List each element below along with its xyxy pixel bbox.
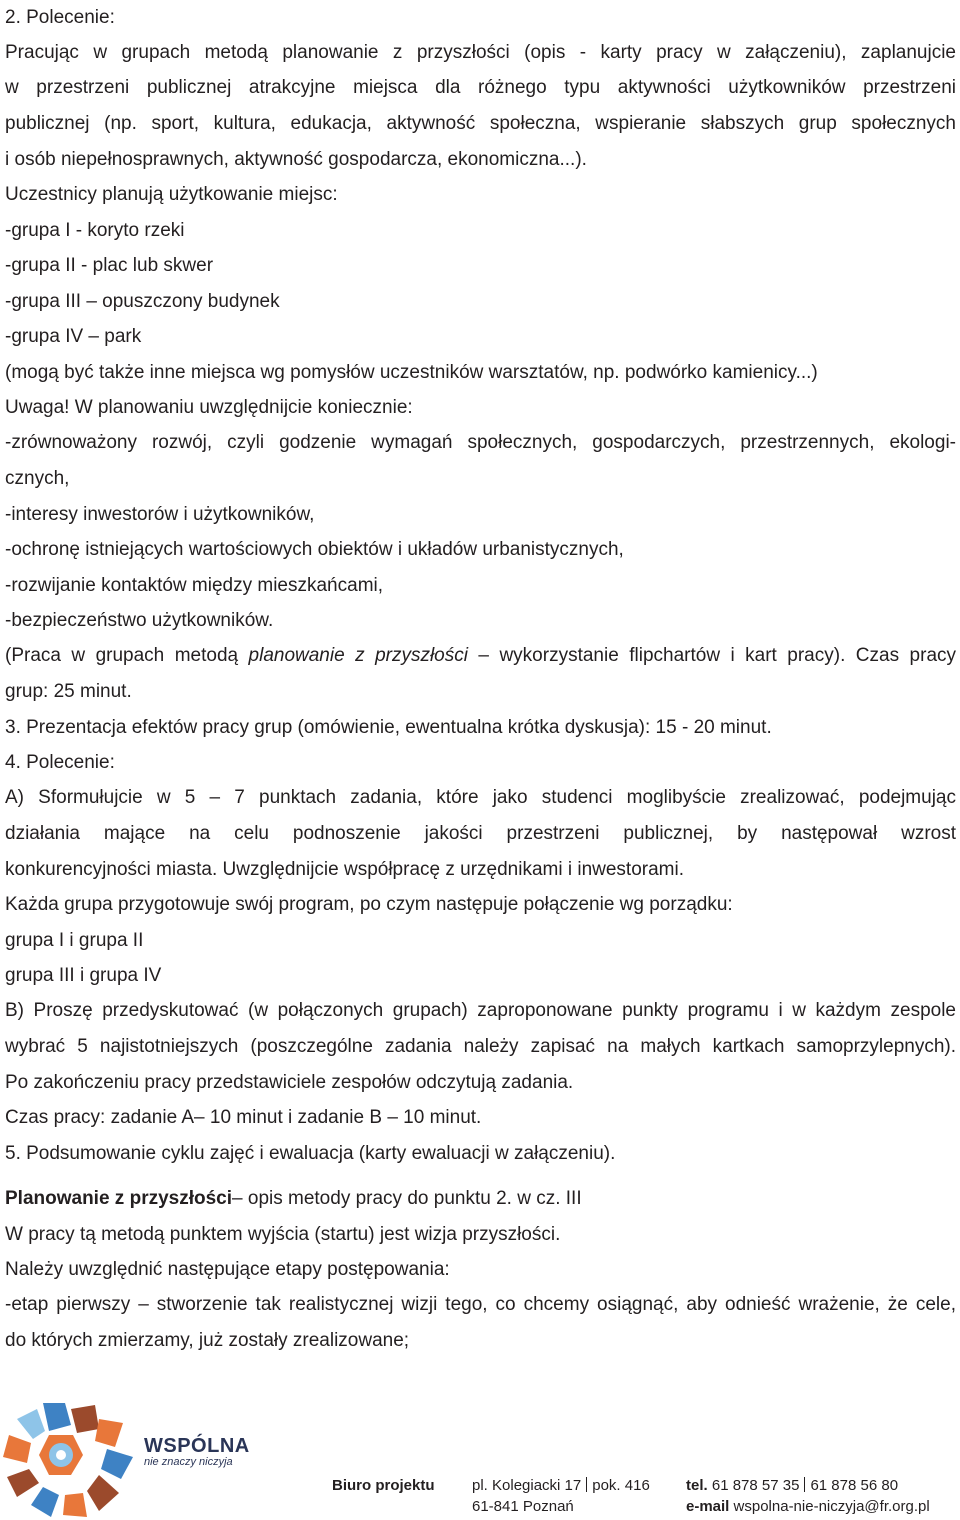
paragraph-line: grupa III i grupa IV: [5, 965, 162, 987]
paragraph-line: wybrać 5 najistotniejszych (poszczególne zadania należy zapisać na małych kartkach samoprzylepnych).: [5, 1035, 956, 1057]
paragraph-line: i osób niepełnosprawnych, aktywność gospodarcza, ekonomiczna...).: [5, 148, 587, 170]
paragraph-line: B) Proszę przedyskutować (w połączonych grupach) zaproponowane punkty programu i w każdym zespole: [5, 1000, 956, 1021]
paragraph-line: działania mające na celu podnoszenie jakości przestrzeni publicznej, by następował wzrost: [5, 822, 956, 844]
paragraph-line: w przestrzeni publicznej atrakcyjne miejsca dla różnego typu aktywności użytkowników przestrzeni: [5, 77, 956, 98]
email-line: [686, 1496, 930, 1517]
list-item: -grupa III – opuszczony budynek: [5, 290, 280, 312]
paragraph-line: Pracując w grupach metodą planowanie z przyszłości (opis - karty pracy w załączeniu), zaplanujcie: [5, 41, 956, 63]
office-label: Biuro projektu: [332, 1477, 435, 1494]
list-item: -rozwijanie kontaktów między mieszkańcami,: [5, 574, 384, 596]
section-3-heading: 3. Prezentacja efektów pracy grup (omówienie, ewentualna krótka dyskusja): 15 - 20 minut.: [5, 716, 772, 738]
method-title: Planowanie z przyszłości: [5, 1188, 233, 1210]
tel-label: tel.: [686, 1477, 708, 1494]
list-item: cznych,: [5, 468, 70, 490]
address-city: 61-841 Poznań: [472, 1498, 574, 1515]
paragraph-line: W pracy tą metodą punktem wyjścia (startu) jest wizja przyszłości.: [5, 1223, 561, 1245]
list-item: -interesy inwestorów i użytkowników,: [5, 503, 315, 525]
list-item: -grupa II - plac lub skwer: [5, 255, 214, 277]
paragraph-line: Uwaga! W planowaniu uwzględnijcie koniecznie:: [5, 397, 413, 419]
paragraph-line: (mogą być także inne miejsca wg pomysłów uczestników warsztatów, np. podwórko kamienicy...): [5, 361, 818, 383]
list-item: -ochronę istniejących wartościowych obiektów i układów urbanistycznych,: [5, 539, 624, 561]
method-name: planowanie z przyszłości: [248, 645, 468, 666]
brand-tagline: nie znaczy niczyja: [144, 1456, 233, 1468]
paragraph-line: Każda grupa przygotowuje swój program, po czym następuje połączenie wg porządku:: [5, 894, 733, 916]
list-item: -bezpieczeństwo użytkowników.: [5, 610, 274, 632]
address-line: [472, 1475, 650, 1496]
list-item: -grupa I - koryto rzeki: [5, 219, 185, 241]
brand-name: WSPÓLNA: [144, 1435, 250, 1457]
address-room: pok. 416: [592, 1477, 650, 1494]
paragraph-text: (Praca w grupach metodą: [5, 645, 249, 666]
method-heading: [5, 1182, 956, 1218]
wspolna-logo-icon: [3, 1401, 138, 1519]
email-label: e-mail: [686, 1498, 730, 1515]
paragraph-line: -etap pierwszy – stworzenie tak realistycznej wizji tego, co chcemy osiągnąć, aby odnieść wrażenie, że cele,: [5, 1294, 956, 1315]
paragraph-line: konkurencyjności miasta. Uwzględnijcie współpracę z urzędnikami i inwestorami.: [5, 858, 684, 880]
method-subtitle: – opis metody pracy do punktu 2. w cz. III: [232, 1188, 582, 1210]
paragraph-line: Czas pracy: zadanie A– 10 minut i zadanie B – 10 minut.: [5, 1107, 482, 1129]
tel-number-2: 61 878 56 80: [810, 1477, 899, 1494]
paragraph-line: grupa I i grupa II: [5, 929, 144, 951]
page-footer: [0, 1395, 960, 1520]
address-street: pl. Kolegiacki 17: [472, 1477, 582, 1494]
section-4-heading: 4. Polecenie:: [5, 752, 115, 774]
phone-line: [686, 1475, 898, 1496]
paragraph-text: – wykorzystanie flipchartów i kart pracy). Czas pracy: [467, 645, 957, 666]
list-item: -grupa IV – park: [5, 326, 142, 348]
paragraph-line: A) Sformułujcie w 5 – 7 punktach zadania, które jako studenci moglibyście zrealizować, podejmując: [5, 787, 956, 808]
paragraph-line: publicznej (np. sport, kultura, edukacja, aktywność społeczna, wspieranie słabszych grup społecznych: [5, 112, 956, 134]
paragraph-line: [5, 639, 956, 675]
paragraph-line: do których zmierzamy, już zostały zrealizowane;: [5, 1330, 410, 1352]
section-5-heading: 5. Podsumowanie cyklu zajęć i ewaluacja (karty ewaluacji w załączeniu).: [5, 1142, 616, 1164]
paragraph-line: Należy uwzględnić następujące etapy postępowania:: [5, 1259, 450, 1281]
section-2-heading: 2. Polecenie:: [5, 6, 115, 28]
paragraph-line: Uczestnicy planują użytkowanie miejsc:: [5, 184, 338, 206]
list-item: -zrównoważony rozwój, czyli godzenie wymagań społecznych, gospodarczych, przestrzennych, ekologi-: [5, 432, 956, 453]
document-body: [5, 0, 956, 1359]
paragraph-line: Po zakończeniu pracy przedstawiciele zespołów odczytują zadania.: [5, 1071, 574, 1093]
email-address[interactable]: wspolna-nie-niczyja@fr.org.pl: [733, 1498, 930, 1515]
tel-number-1: 61 878 57 35: [711, 1477, 800, 1494]
paragraph-line: grup: 25 minut.: [5, 681, 132, 703]
brand: [144, 1435, 250, 1468]
